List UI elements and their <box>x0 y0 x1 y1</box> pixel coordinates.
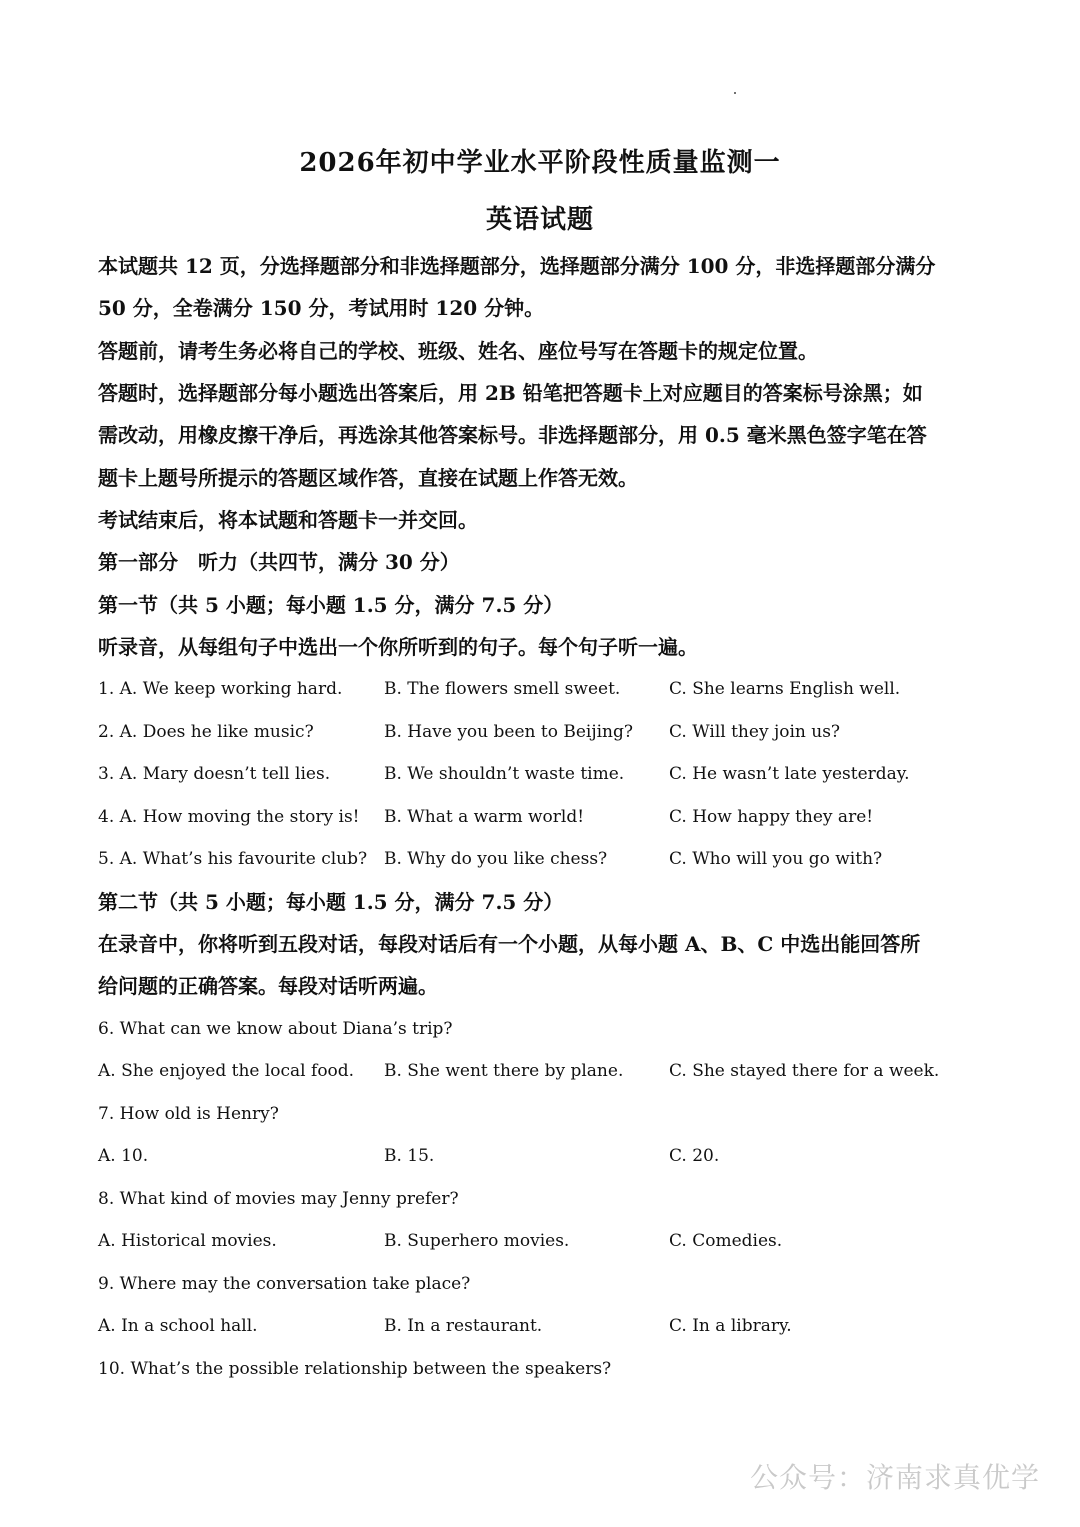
option-c: C. In a library. <box>669 1316 792 1336</box>
question-row <box>98 711 988 753</box>
instruction-line: 本试题共 12 页，分选择题部分和非选择题部分，选择题部分满分 100 分，非选择题部分满分 <box>98 254 936 278</box>
question-row <box>98 1135 988 1177</box>
option-c: C. Who will you go with? <box>669 849 883 869</box>
option-a: 5. A. What’s his favourite club? <box>98 849 368 869</box>
instruction-line: 答题前，请考生务必将自己的学校、班级、姓名、座位号写在答题卡的规定位置。 <box>98 339 818 363</box>
option-b: B. We shouldn’t waste time. <box>384 764 625 784</box>
instruction-line: 答题时，选择题部分每小题选出答案后，用 2B 铅笔把答题卡上对应题目的答案标号涂黑；如 <box>98 381 923 405</box>
instruction-line: 需改动，用橡皮擦干净后，再选涂其他答案标号。非选择题部分，用 0.5 毫米黑色签字笔在答 <box>98 423 927 447</box>
section1-heading: 第一节（共 5 小题；每小题 1.5 分，满分 7.5 分） <box>98 593 564 617</box>
option-a: 1. A. We keep working hard. <box>98 679 343 699</box>
question-row <box>98 1220 988 1262</box>
option-c: C. He wasn’t late yesterday. <box>669 764 910 784</box>
option-b: B. In a restaurant. <box>384 1316 543 1336</box>
option-c: C. Will they join us? <box>669 722 841 742</box>
option-c: C. She stayed there for a week. <box>669 1061 940 1081</box>
question-row <box>98 1050 988 1092</box>
section1-directions: 听录音，从每组句子中选出一个你所听到的句子。每个句子听一遍。 <box>98 635 698 659</box>
question-row <box>98 668 988 710</box>
option-b: B. Superhero movies. <box>384 1231 570 1251</box>
option-a: A. She enjoyed the local food. <box>98 1061 355 1081</box>
question-stem: 8. What kind of movies may Jenny prefer? <box>98 1189 459 1209</box>
question-stem: 7. How old is Henry? <box>98 1104 279 1124</box>
option-a: A. 10. <box>98 1146 149 1166</box>
option-a: 4. A. How moving the story is! <box>98 807 360 827</box>
option-b: B. The flowers smell sweet. <box>384 679 621 699</box>
question-row <box>98 753 988 795</box>
option-b: B. Have you been to Beijing? <box>384 722 633 742</box>
option-c: C. Comedies. <box>669 1231 783 1251</box>
option-c: C. 20. <box>669 1146 720 1166</box>
section2-directions: 在录音中，你将听到五段对话，每段对话后有一个小题，从每小题 A、B、C 中选出能回答所 <box>98 932 921 956</box>
option-b: B. Why do you like chess? <box>384 849 608 869</box>
section2-heading: 第二节（共 5 小题；每小题 1.5 分，满分 7.5 分） <box>98 890 564 914</box>
section2-directions: 给问题的正确答案。每段对话听两遍。 <box>98 974 438 998</box>
option-a: A. Historical movies. <box>98 1231 277 1251</box>
question-stem: 6. What can we know about Diana’s trip? <box>98 1019 453 1039</box>
scan-dot <box>734 92 736 94</box>
question-stem: 9. Where may the conversation take place? <box>98 1274 471 1294</box>
question-row <box>98 796 988 838</box>
option-a: A. In a school hall. <box>98 1316 258 1336</box>
option-a: 2. A. Does he like music? <box>98 722 314 742</box>
part1-heading: 第一部分 听力（共四节，满分 30 分） <box>98 550 460 574</box>
option-b: B. 15. <box>384 1146 435 1166</box>
option-c: C. How happy they are! <box>669 807 874 827</box>
page-subtitle: 英语试题 <box>485 205 594 235</box>
option-b: B. What a warm world! <box>384 807 585 827</box>
instruction-line: 题卡上题号所提示的答题区域作答，直接在试题上作答无效。 <box>98 466 638 490</box>
option-a: 3. A. Mary doesn’t tell lies. <box>98 764 331 784</box>
question-row <box>98 838 988 880</box>
watermark: 公众号：济南求真优学 <box>749 1461 1040 1494</box>
question-stem: 10. What’s the possible relationship between the speakers? <box>98 1359 612 1379</box>
page-title: 2026年初中学业水平阶段性质量监测一 <box>299 148 781 178</box>
option-c: C. She learns English well. <box>669 679 901 699</box>
instruction-line: 50 分，全卷满分 150 分，考试用时 120 分钟。 <box>98 296 545 320</box>
option-b: B. She went there by plane. <box>384 1061 624 1081</box>
instruction-line: 考试结束后，将本试题和答题卡一并交回。 <box>98 508 478 532</box>
question-row <box>98 1305 988 1347</box>
